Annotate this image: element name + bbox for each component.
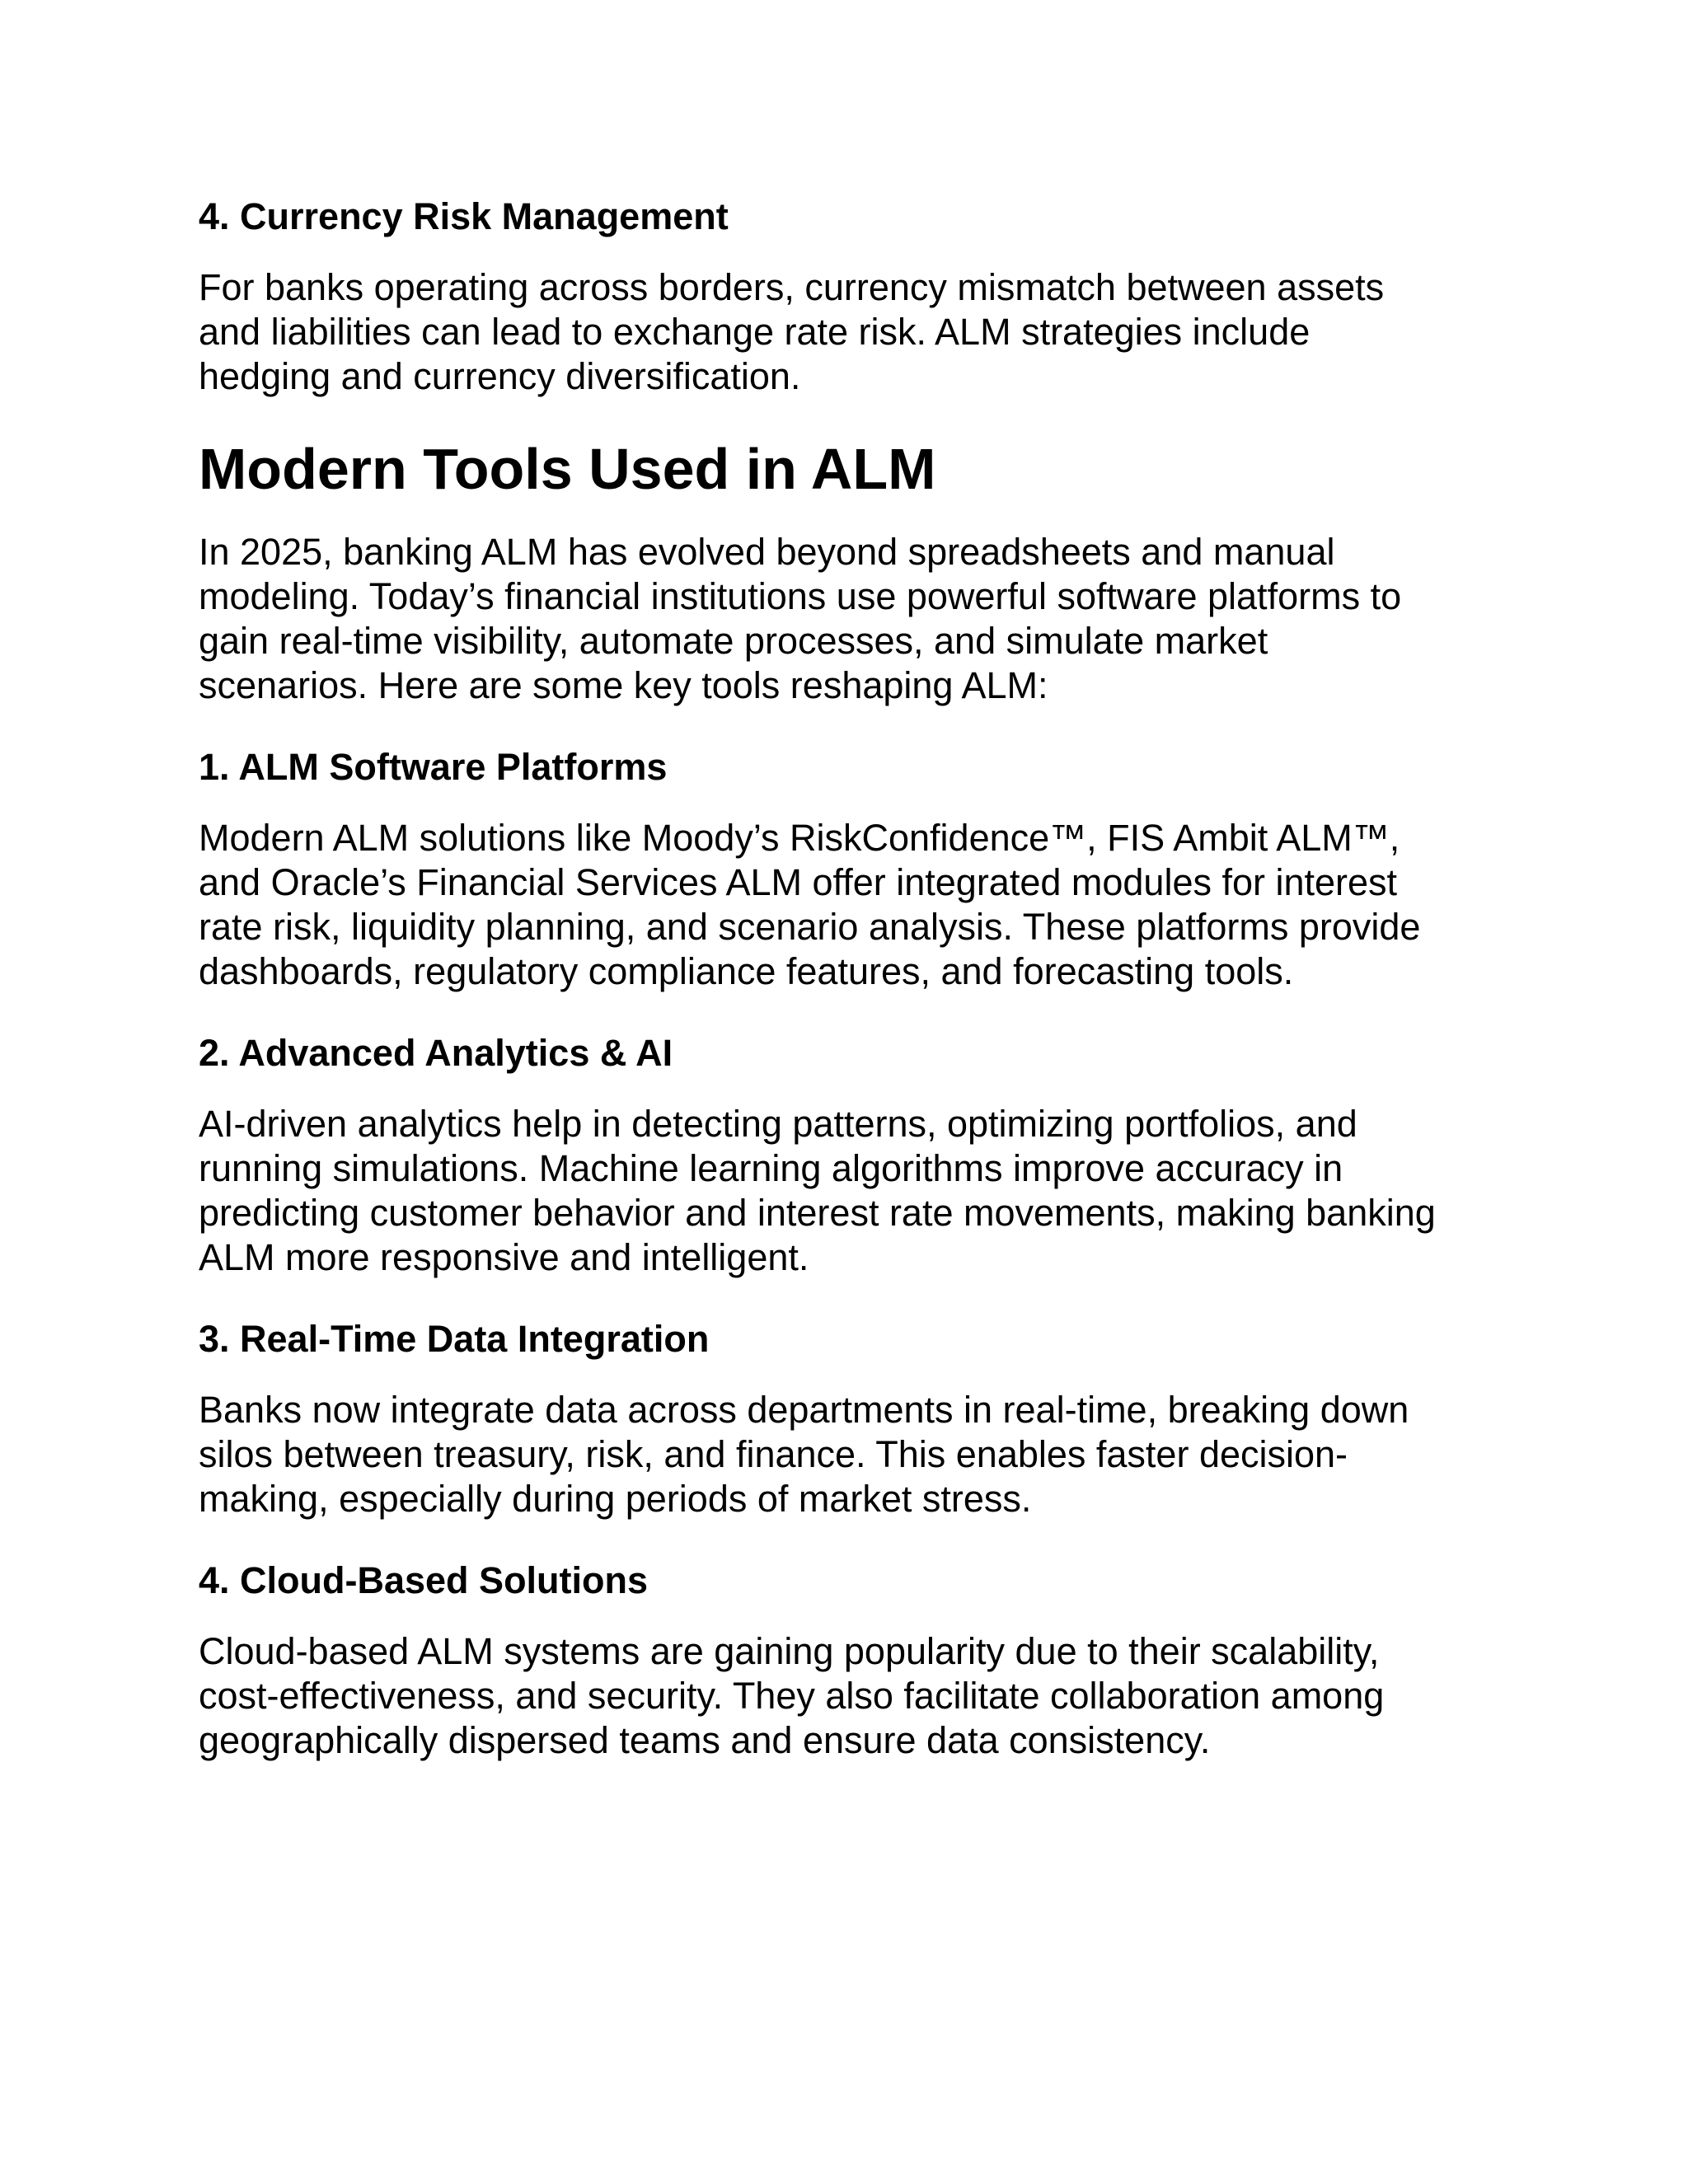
paragraph-alm-software-platforms (199, 816, 1517, 994)
text-line: silos between treasury, risk, and finance. This enables faster decision- (199, 1433, 1348, 1475)
text-line: dashboards, regulatory compliance features, and forecasting tools. (199, 950, 1294, 992)
text-line: For banks operating across borders, currency mismatch between assets (199, 266, 1385, 308)
text-line: AI-driven analytics help in detecting patterns, optimizing portfolios, and (199, 1103, 1357, 1145)
subheading-advanced-analytics-ai: 2. Advanced Analytics & AI (199, 1032, 673, 1074)
paragraph-cloud-based-solutions (199, 1629, 1517, 1763)
section-heading-currency-risk: 4. Currency Risk Management (199, 195, 729, 237)
text-line: gain real-time visibility, automate processes, and simulate market (199, 620, 1268, 662)
text-line: hedging and currency diversification. (199, 355, 801, 397)
text-line: Modern ALM solutions like Moody’s RiskConfidence™, FIS Ambit ALM™, (199, 817, 1400, 859)
text-line: and liabilities can lead to exchange rate risk. ALM strategies include (199, 311, 1311, 353)
text-line: In 2025, banking ALM has evolved beyond spreadsheets and manual (199, 531, 1335, 573)
text-line: cost-effectiveness, and security. They also facilitate collaboration among (199, 1675, 1385, 1717)
subheading-cloud-based-solutions: 4. Cloud-Based Solutions (199, 1559, 649, 1601)
subheading-real-time-data-integration: 3. Real-Time Data Integration (199, 1318, 710, 1360)
text-line: rate risk, liquidity planning, and scenario analysis. These platforms provide (199, 906, 1421, 948)
text-line: modeling. Today’s financial institutions use powerful software platforms to (199, 575, 1402, 617)
text-line: and Oracle’s Financial Services ALM offer integrated modules for interest (199, 861, 1398, 903)
text-line: running simulations. Machine learning algorithms improve accuracy in (199, 1147, 1343, 1189)
subheading-alm-software-platforms: 1. ALM Software Platforms (199, 746, 668, 788)
paragraph-real-time-data-integration (199, 1388, 1517, 1521)
text-line: geographically dispersed teams and ensure data consistency. (199, 1719, 1211, 1761)
text-line: making, especially during periods of market stress. (199, 1478, 1032, 1520)
text-line: predicting customer behavior and interest rate movements, making banking (199, 1192, 1436, 1234)
paragraph-advanced-analytics-ai (199, 1102, 1517, 1280)
page-content (199, 194, 1517, 1800)
section-title-modern-tools: Modern Tools Used in ALM (199, 437, 936, 501)
text-line: scenarios. Here are some key tools reshaping ALM: (199, 664, 1048, 706)
text-line: ALM more responsive and intelligent. (199, 1236, 809, 1278)
text-line: Banks now integrate data across departments in real-time, breaking down (199, 1389, 1409, 1431)
paragraph-currency-risk (199, 265, 1517, 399)
text-line: Cloud-based ALM systems are gaining popularity due to their scalability, (199, 1630, 1380, 1672)
paragraph-modern-tools-intro (199, 530, 1517, 708)
